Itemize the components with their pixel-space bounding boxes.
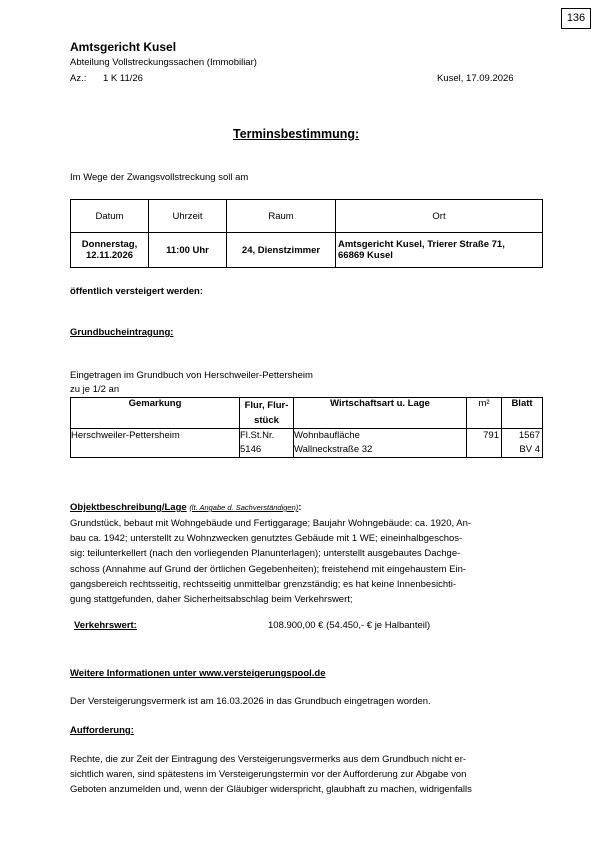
vermerk-text: Der Versteigerungsvermerk ist am 16.03.2026 in das Grundbuch eingetragen worden.	[70, 696, 431, 707]
appointment-time: 11:00 Uhr	[149, 233, 227, 268]
col-flur-line2: stück	[254, 415, 279, 426]
cell-wirtschaftsart-line2: Wallneckstraße 32	[294, 444, 373, 455]
col-blatt: Blatt	[502, 398, 543, 429]
object-line: Grundstück, bebaut mit Wohngebäude und Fertiggarage; Baujahr Wohngebäude: ca. 1920, An-	[70, 518, 472, 529]
demand-heading: Aufforderung:	[70, 725, 134, 736]
object-description	[70, 516, 543, 607]
appointment-row	[71, 233, 543, 268]
cell-wirtschaftsart	[294, 429, 467, 458]
header-datum: Datum	[71, 200, 149, 233]
appointment-room: 24, Dienstzimmer	[227, 233, 336, 268]
demand-line: Rechte, die zur Zeit der Eintragung des Versteigerungsvermerks aus dem Grundbuch nicht er-	[70, 754, 467, 765]
place-date: Kusel, 17.09.2026	[437, 73, 514, 84]
appointment-header-row	[71, 200, 543, 233]
value-amount: 108.900,00 € (54.450,- € je Halbanteil)	[268, 620, 431, 631]
land-register-header-row	[71, 398, 543, 429]
land-register-table	[70, 397, 543, 458]
object-line: gung stattgefunden, daher Sicherheitsabschlag beim Verkehrswert;	[70, 594, 353, 606]
appointment-date	[71, 233, 149, 268]
header-raum: Raum	[227, 200, 336, 233]
col-wirtschaftsart: Wirtschaftsart u. Lage	[294, 398, 467, 429]
cell-blatt-line1: 1567	[518, 430, 540, 441]
appointment-table	[70, 199, 543, 268]
cell-wirtschaftsart-line1: Wohnbaufläche	[294, 430, 360, 441]
land-register-row	[71, 429, 543, 458]
object-heading-note: (lt. Angabe d. Sachverständigen)	[189, 503, 299, 512]
value-label: Verkehrswert:	[74, 620, 137, 631]
appointment-place	[336, 233, 543, 268]
cell-flur	[240, 429, 294, 458]
col-gemarkung: Gemarkung	[71, 398, 240, 429]
appointment-place-line2: 66869 Kusel	[338, 250, 393, 261]
col-m2: m²	[467, 398, 502, 429]
object-heading: Objektbeschreibung/Lage	[70, 502, 187, 513]
appointment-place-line1: Amtsgericht Kusel, Trierer Straße 71,	[338, 239, 505, 250]
cell-m2: 791	[467, 429, 502, 458]
land-register-line1: Eingetragen im Grundbuch von Herschweiler-Pettersheim	[70, 370, 313, 381]
az-label: Az.:	[70, 73, 87, 84]
appointment-weekday: Donnerstag,	[81, 239, 138, 250]
demand-text	[70, 752, 543, 798]
object-line: gangsbereich rechtsseitig, rechtsseitig unmittelbar grenzständig; es hat keine Innenbesichti-	[70, 578, 457, 590]
land-register-heading: Grundbucheintragung:	[70, 327, 174, 338]
cell-blatt-line2: BV 4	[519, 444, 540, 455]
cell-flur-line1: Fl.St.Nr.	[240, 430, 275, 441]
auction-text: öffentlich versteigert werden:	[70, 286, 204, 297]
document-title: Terminsbestimmung:	[233, 127, 360, 141]
appointment-date-value: 12.11.2026	[85, 250, 134, 261]
object-line: bau ca. 1942; unterstellt zu Wohnzwecken genutztes Gebäude mit 1 WE; eineinhalbgeschos-	[70, 533, 463, 545]
court-name: Amtsgericht Kusel	[70, 40, 177, 54]
object-heading-colon: :	[298, 502, 302, 513]
col-flur-line1: Flur, Flur-	[244, 400, 289, 411]
header-uhrzeit: Uhrzeit	[149, 200, 227, 233]
more-info: Weitere Informationen unter www.versteigerungspool.de	[70, 668, 326, 679]
object-line: sig: teilunterkellert (nach den vorliegenden Planunterlagen); unterstellt ausgebautes Dachge-	[70, 548, 461, 560]
demand-line: Geboten anzumelden und, wenn der Gläubiger widerspricht, glaubhaft zu machen, widrigenfalls	[70, 784, 472, 796]
object-line: schoss (Annahme auf Grund der örtlichen Gegebenheiten); freistehend mit eingehaustem Ein-	[70, 563, 467, 575]
demand-line: sichtlich waren, sind spätestens im Versteigerungstermin vor der Aufforderung zur Abgabe von	[70, 769, 467, 781]
department: Abteilung Vollstreckungssachen (Immobiliar)	[70, 57, 257, 68]
case-number: 1 K 11/26	[103, 73, 143, 84]
cell-flur-line2: 5146	[240, 444, 262, 455]
intro-text: Im Wege der Zwangsvollstreckung soll am	[70, 172, 249, 183]
object-heading-line	[70, 502, 301, 513]
header-ort: Ort	[336, 200, 543, 233]
cell-blatt	[502, 429, 543, 458]
land-register-line2: zu je 1/2 an	[70, 384, 120, 395]
page-number: 136	[561, 8, 591, 29]
cell-gemarkung: Herschweiler-Pettersheim	[71, 429, 240, 458]
col-flur	[240, 398, 294, 429]
